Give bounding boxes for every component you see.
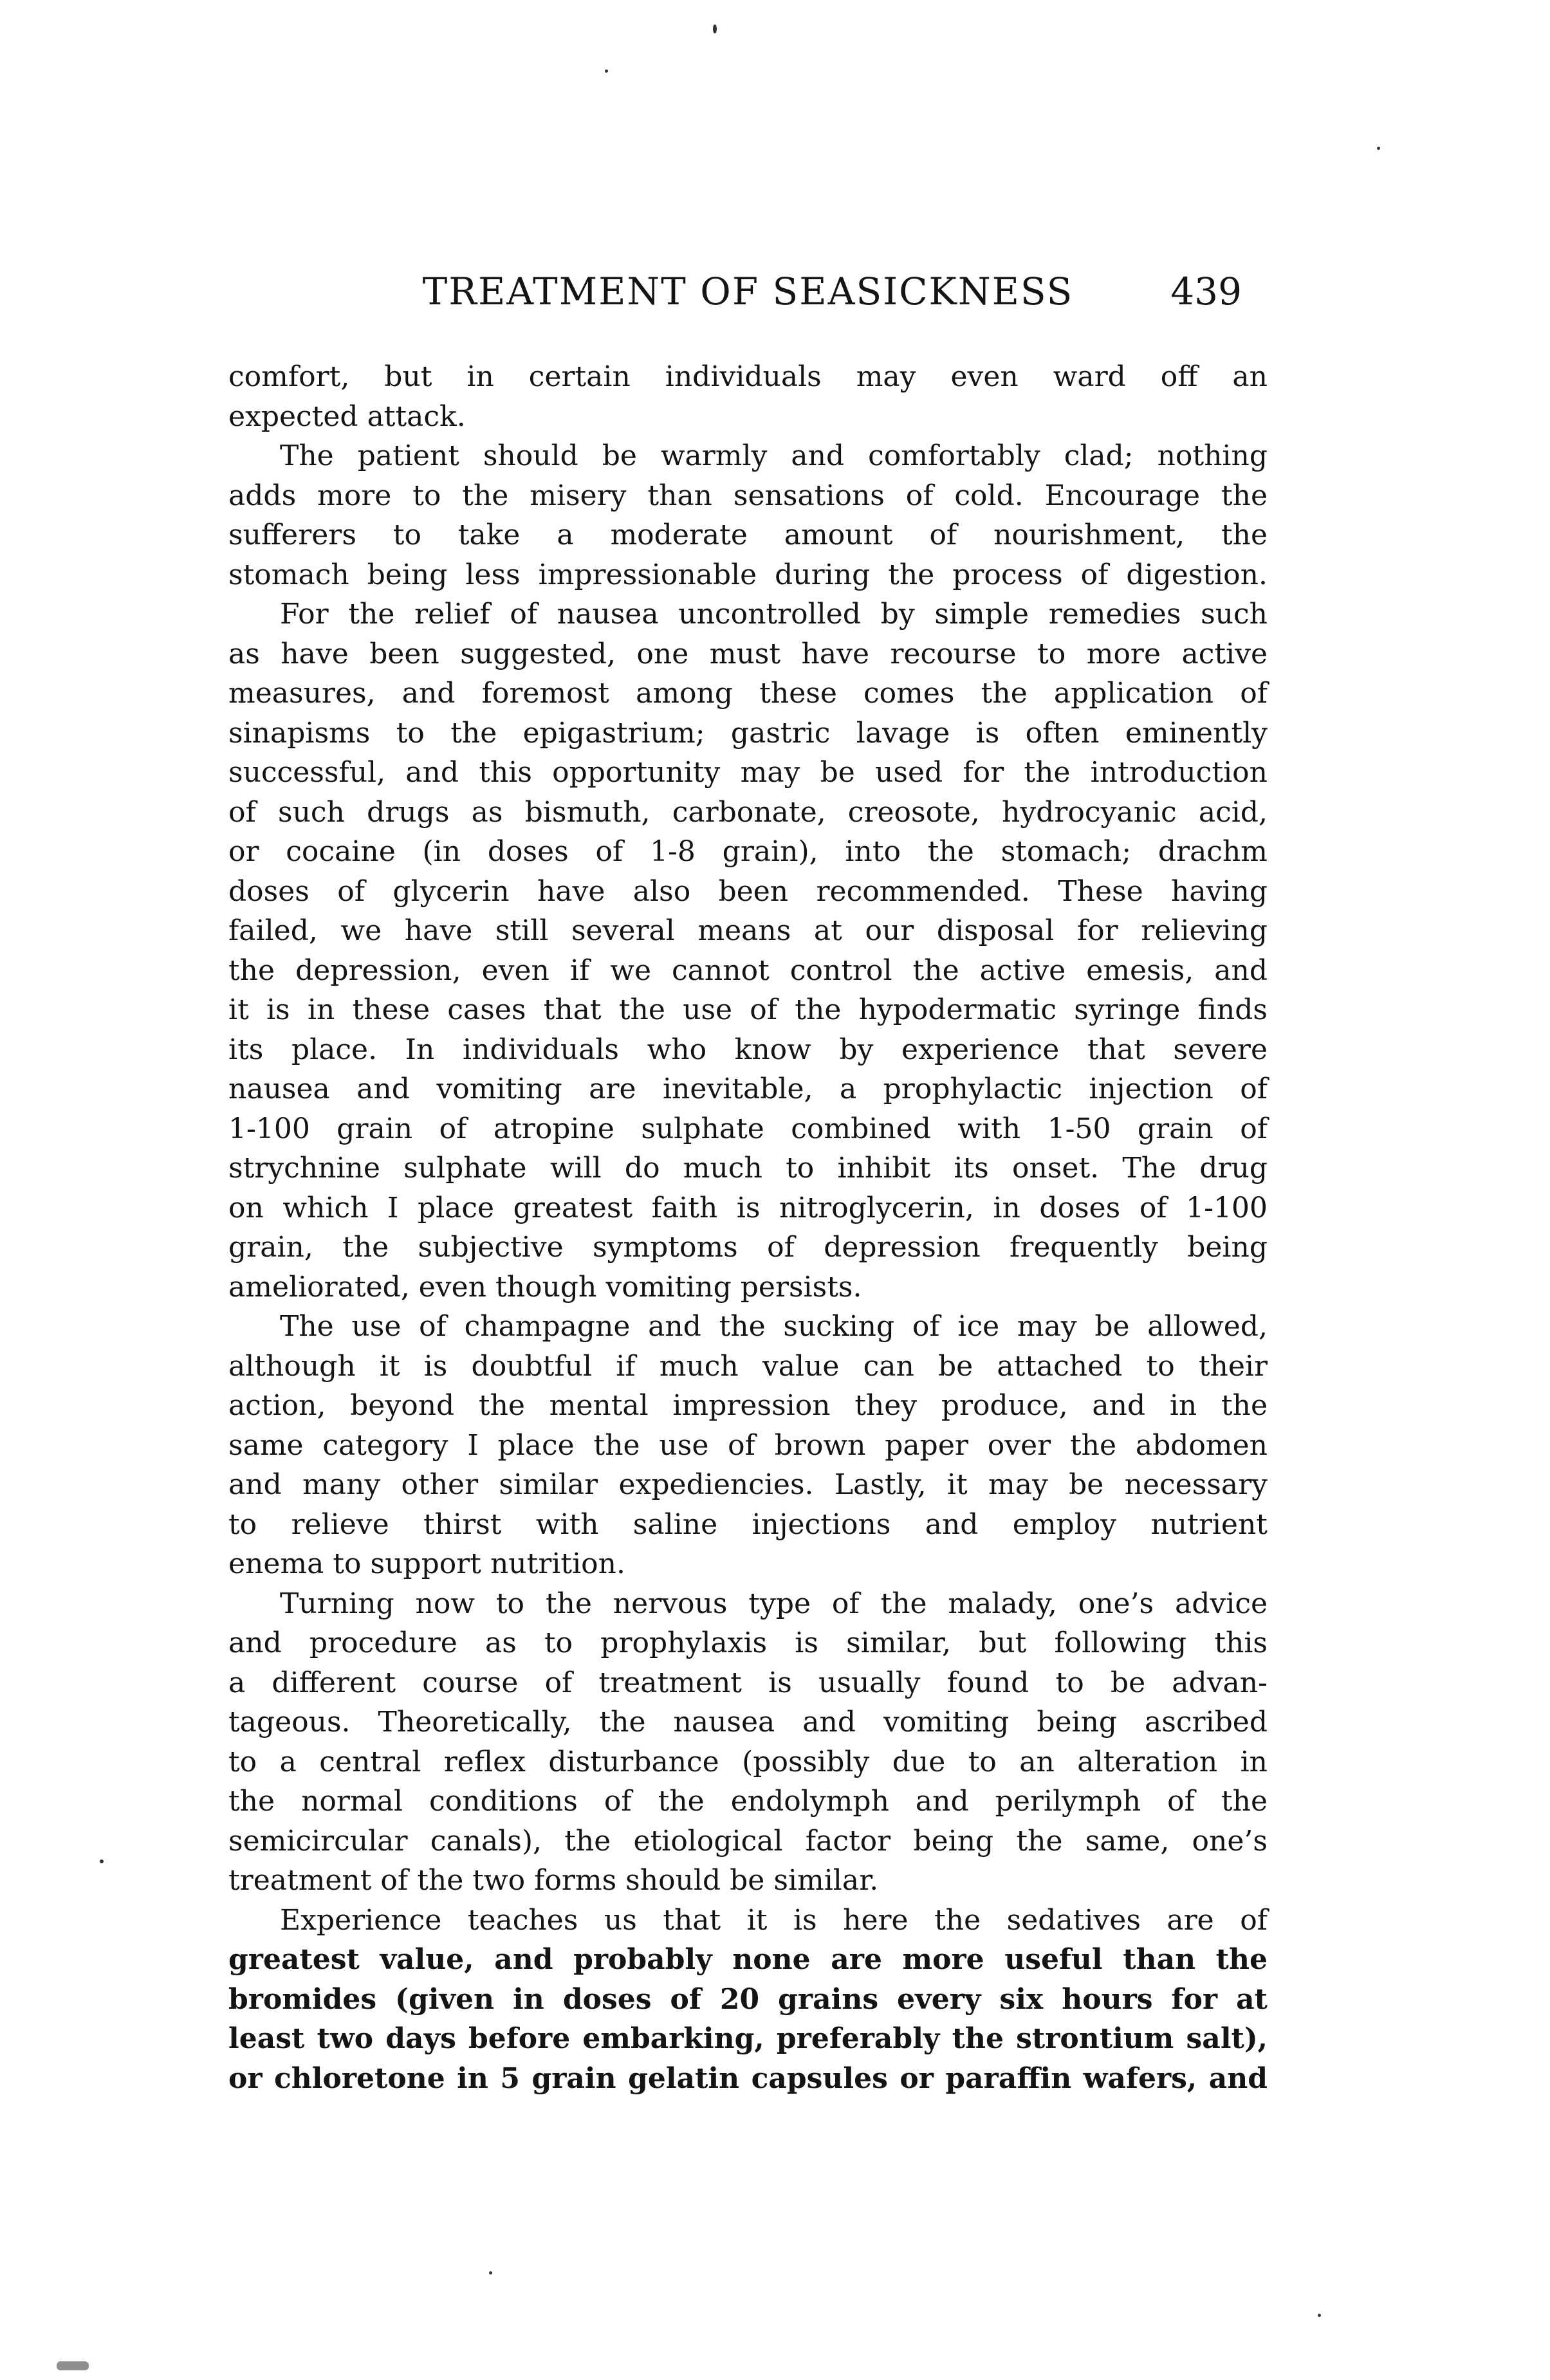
text-line: failed, we have still several means at our disposal for relieving — [228, 914, 1268, 947]
text-line: a different course of treatment is usually found to be advan- — [228, 1666, 1268, 1699]
text-line: the depression, even if we cannot control the active emesis, and — [228, 954, 1268, 987]
text-line: expected attack. — [228, 400, 466, 433]
text-line: sufferers to take a moderate amount of nourishment, the — [228, 519, 1268, 551]
running-head: TREATMENT OF SEASICKNESS — [422, 270, 1074, 313]
text-line: and procedure as to prophylaxis is similar, but following this — [228, 1627, 1268, 1659]
text-line: comfort, but in certain individuals may even ward off an — [228, 360, 1268, 393]
paragraph — [228, 1901, 1268, 2099]
text-line: of such drugs as bismuth, carbonate, creosote, hydrocyanic acid, — [228, 795, 1268, 829]
text-line: ameliorated, even though vomiting persists. — [228, 1270, 862, 1304]
text-line: same category I place the use of brown paper over the abdomen — [228, 1428, 1268, 1462]
text-line: enema to support nutrition. — [228, 1547, 625, 1580]
text-line: Turning now to the nervous type of the malady, one’s advice — [280, 1587, 1268, 1620]
text-line: it is in these cases that the use of the hypodermatic syringe finds — [228, 993, 1268, 1026]
text-line: its place. In individuals who know by experience that severe — [228, 1033, 1268, 1066]
scan-speck — [605, 69, 608, 73]
page-header — [228, 269, 1268, 314]
text-line: semicircular canals), the etiological factor being the same, one’s — [228, 1824, 1268, 1858]
paragraph — [228, 436, 1268, 595]
text-line: stomach being less impressionable during the process of digestion. — [228, 558, 1268, 591]
text-line: bromides (given in doses of 20 grains every six hours for at — [228, 1982, 1268, 2016]
text-line: the normal conditions of the endolymph and perilymph of the — [228, 1785, 1268, 1818]
text-line: greatest value, and probably none are more useful than the — [228, 1943, 1268, 1976]
text-line: The use of champagne and the sucking of ice may be allowed, — [280, 1310, 1268, 1343]
paragraph — [228, 1584, 1268, 1901]
text-line: measures, and foremost among these comes the application of — [228, 677, 1268, 710]
text-line: although it is doubtful if much value can be attached to their — [228, 1349, 1268, 1383]
text-line: to a central reflex disturbance (possibly due to an alteration in — [228, 1745, 1268, 1778]
text-line: grain, the subjective symptoms of depression frequently being — [228, 1231, 1268, 1264]
text-line: strychnine sulphate will do much to inhibit its onset. The drug — [228, 1152, 1268, 1185]
text-line: Experience teaches us that it is here the sedatives are of — [280, 1903, 1268, 1937]
paragraph — [228, 357, 1268, 436]
paragraph — [228, 595, 1268, 1307]
text-line: on which I place greatest faith is nitroglycerin, in doses of 1-100 — [228, 1191, 1268, 1224]
text-line: least two days before embarking, preferably the strontium salt), — [228, 2022, 1268, 2055]
scan-speck — [1318, 2314, 1321, 2317]
paragraph — [228, 1307, 1268, 1584]
body-text — [228, 357, 1268, 2098]
text-line: or cocaine (in doses of 1-8 grain), into the stomach; drachm — [228, 835, 1268, 868]
text-line: For the relief of nausea uncontrolled by simple remedies such — [280, 598, 1268, 631]
text-line: The patient should be warmly and comfortably clad; nothing — [280, 439, 1268, 472]
text-line: successful, and this opportunity may be used for the introduction — [228, 756, 1268, 789]
scan-speck — [57, 2361, 89, 2370]
scan-speck — [1377, 147, 1380, 150]
text-line: and many other similar expediencies. Lastly, it may be necessary — [228, 1468, 1268, 1501]
text-line: as have been suggested, one must have recourse to more active — [228, 637, 1268, 670]
text-line: treatment of the two forms should be similar. — [228, 1864, 879, 1897]
text-line: or chloretone in 5 grain gelatin capsules or paraffin wafers, and — [228, 2062, 1268, 2095]
scan-speck — [489, 2271, 492, 2274]
text-line: action, beyond the mental impression they produce, and in the — [228, 1389, 1268, 1422]
text-line: adds more to the misery than sensations of cold. Encourage the — [228, 479, 1268, 512]
text-line: nausea and vomiting are inevitable, a prophylactic injection of — [228, 1073, 1268, 1105]
text-line: 1-100 grain of atropine sulphate combined with 1-50 grain of — [228, 1112, 1268, 1145]
text-line: tageous. Theoretically, the nausea and vomiting being ascribed — [228, 1706, 1268, 1739]
text-line: doses of glycerin have also been recommended. These having — [228, 874, 1268, 908]
text-line: to relieve thirst with saline injections and employ nutrient — [228, 1508, 1268, 1541]
text-line: sinapisms to the epigastrium; gastric lavage is often eminently — [228, 716, 1268, 750]
scan-speck — [713, 24, 717, 33]
page-number: 439 — [1170, 270, 1242, 313]
scan-speck — [100, 1859, 104, 1863]
